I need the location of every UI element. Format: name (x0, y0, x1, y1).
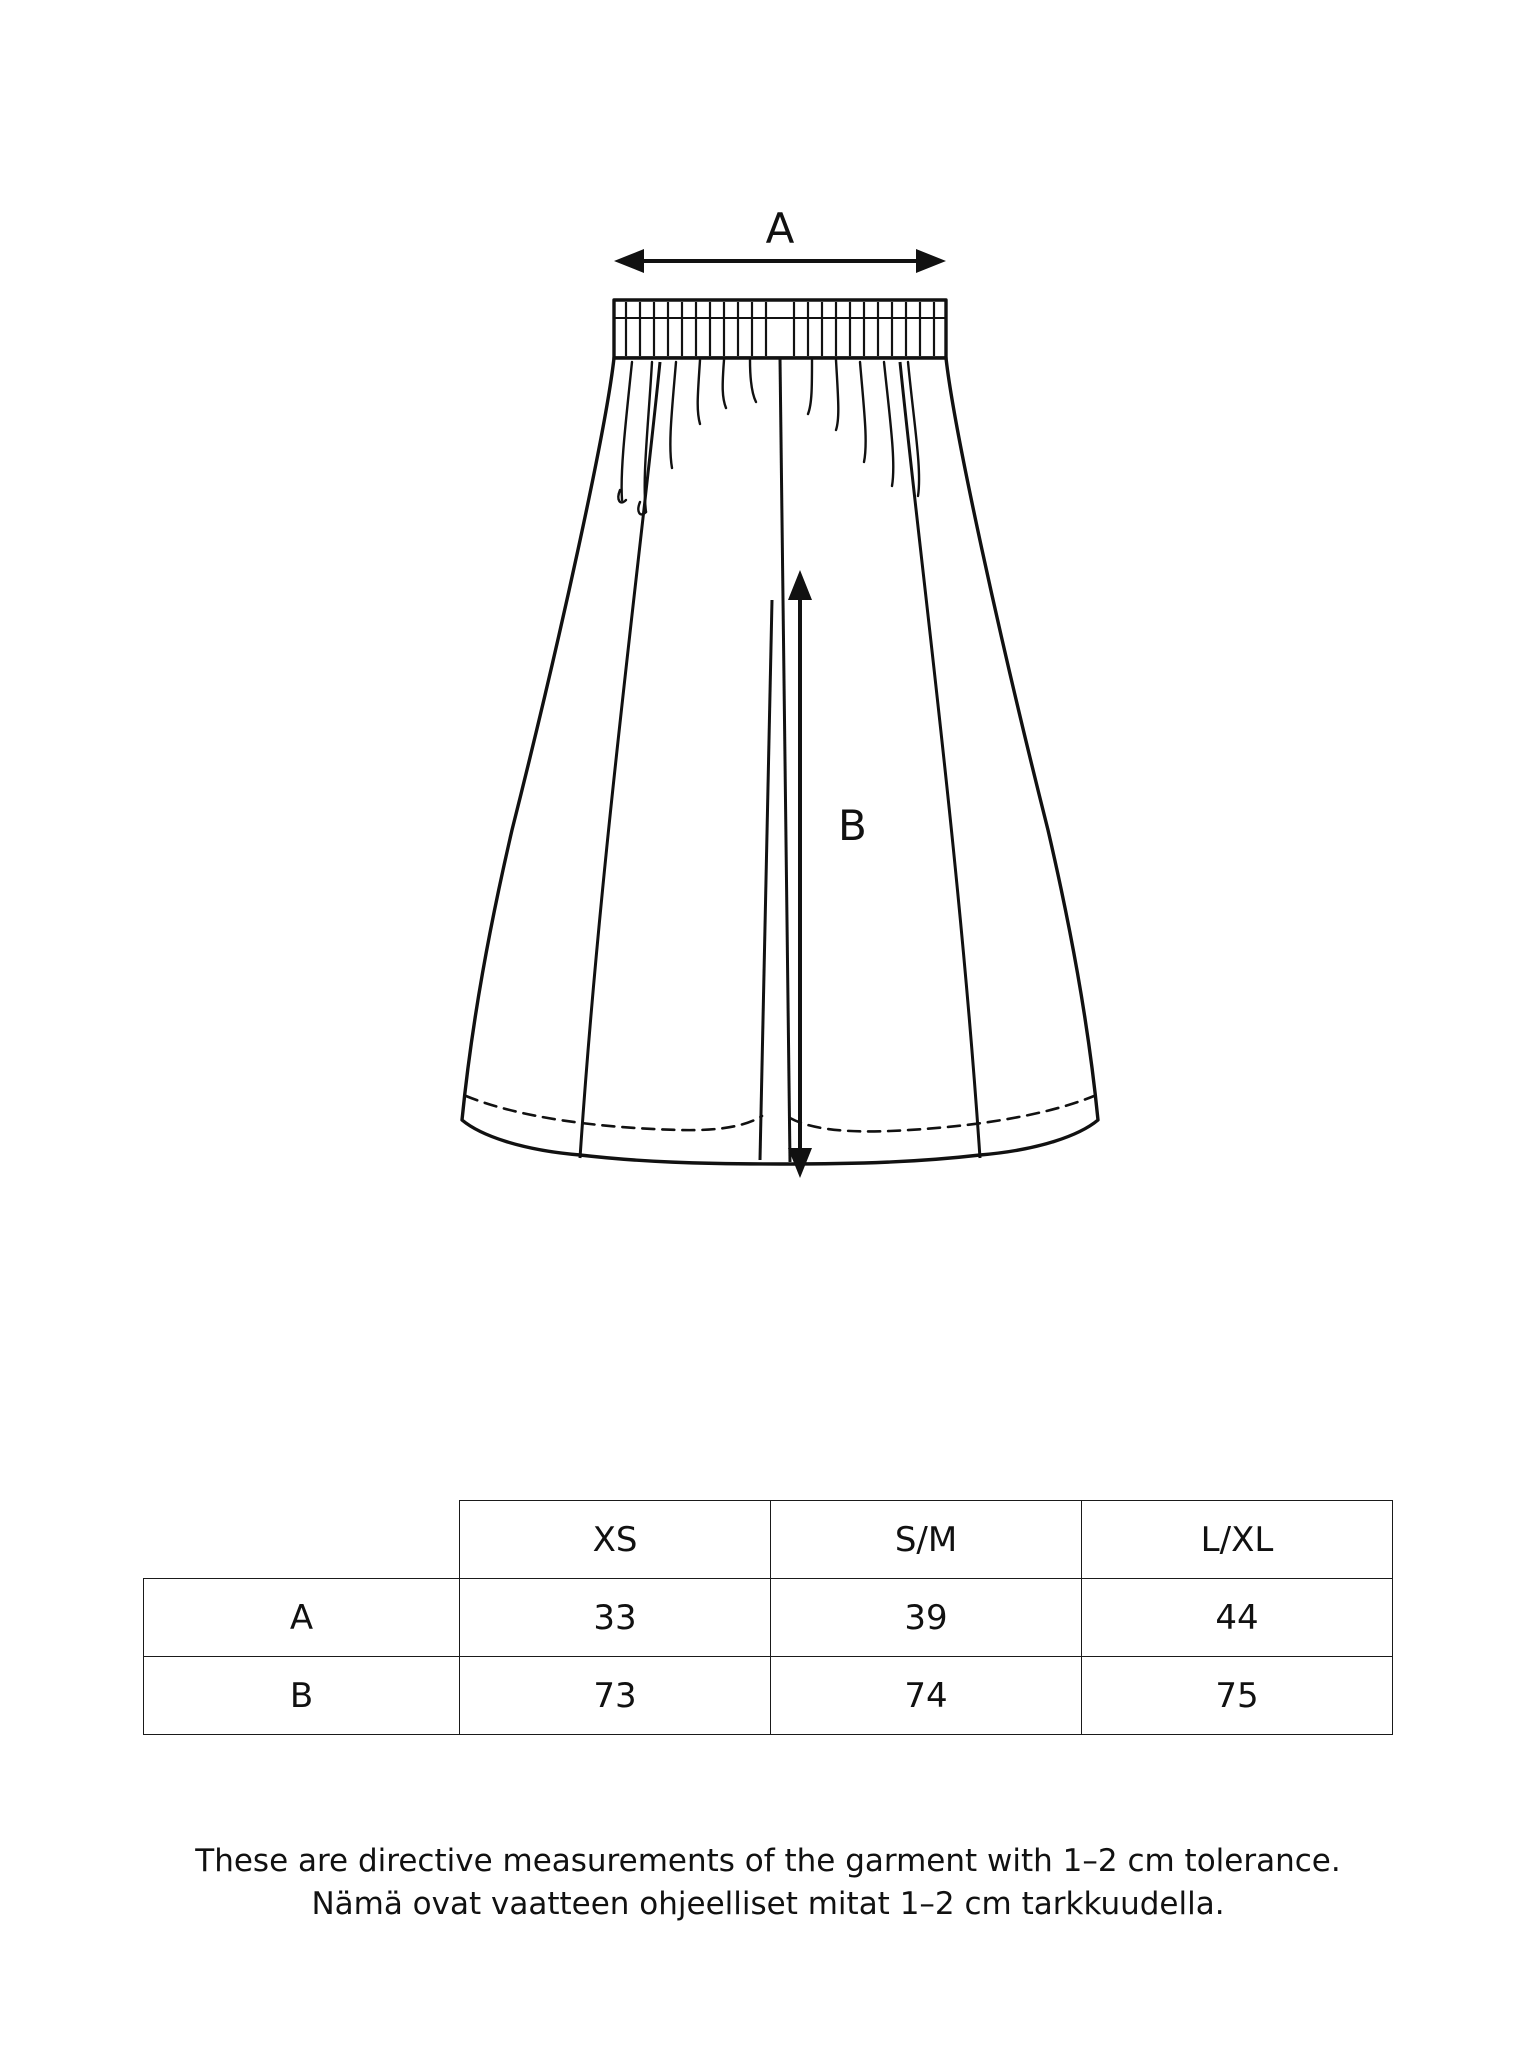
cell-a-xs: 33 (460, 1579, 771, 1657)
cell-b-sm: 74 (771, 1657, 1082, 1735)
arrow-head-left-a (614, 249, 644, 273)
table-row (144, 1657, 1393, 1735)
row-label-a: A (144, 1579, 460, 1657)
dimension-label-b: B (838, 801, 867, 850)
size-table (143, 1500, 1393, 1735)
column-header-xs: XS (460, 1501, 771, 1579)
table-corner-cell (144, 1501, 460, 1579)
row-label-b: B (144, 1657, 460, 1735)
footnote-line-en: These are directive measurements of the garment with 1–2 cm tolerance. (195, 1843, 1341, 1879)
column-header-lxl: L/XL (1082, 1501, 1393, 1579)
table-header-row (144, 1501, 1393, 1579)
arrow-head-right-a (916, 249, 946, 273)
cell-a-lxl: 44 (1082, 1579, 1393, 1657)
dimension-label-a: A (765, 204, 795, 253)
cell-b-xs: 73 (460, 1657, 771, 1735)
cell-b-lxl: 75 (1082, 1657, 1393, 1735)
footnote (0, 1840, 1536, 1926)
column-header-sm: S/M (771, 1501, 1082, 1579)
footnote-line-fi: Nämä ovat vaatteen ohjeelliset mitat 1–2 cm tarkkuudella. (311, 1885, 1225, 1922)
table-row (144, 1579, 1393, 1657)
cell-a-sm: 39 (771, 1579, 1082, 1657)
size-table-wrapper (143, 1500, 1393, 1735)
